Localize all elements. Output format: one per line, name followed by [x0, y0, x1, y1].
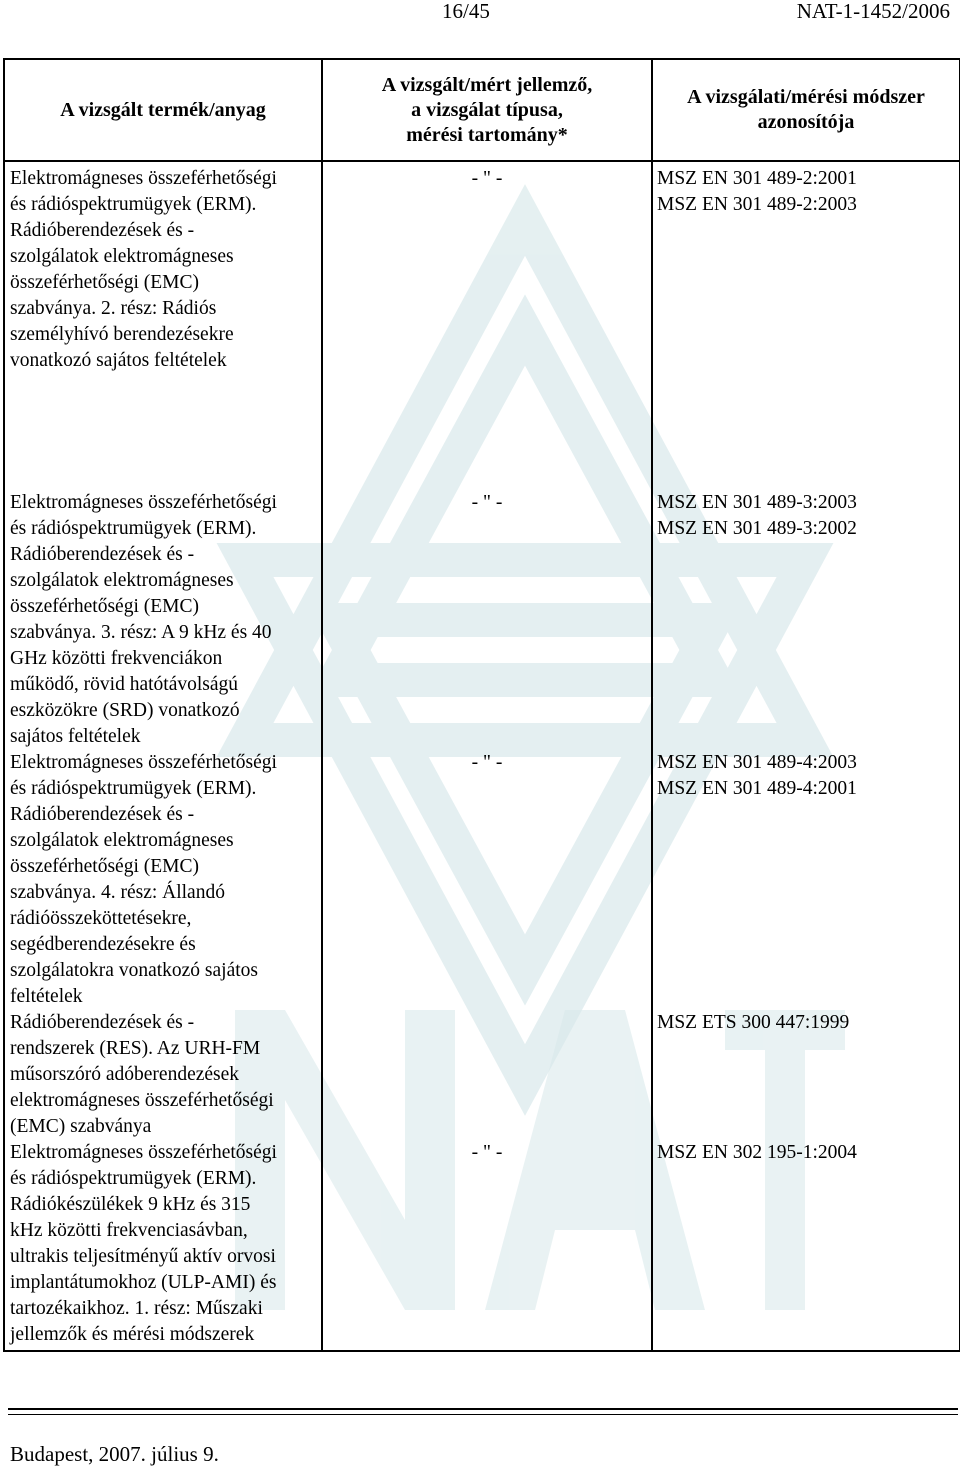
footer-date: Budapest, 2007. július 9. — [10, 1442, 219, 1466]
page-number: 16/45 — [442, 0, 490, 23]
method-cell: MSZ EN 301 489-2:2001 MSZ EN 301 489-2:2003 — [652, 161, 960, 490]
column-header-method: A vizsgálati/mérési módszer azonosítója — [652, 59, 960, 161]
table-row — [4, 750, 960, 1010]
characteristic-cell: - " - — [322, 490, 652, 750]
page-header — [0, 0, 960, 24]
characteristic-cell — [322, 1010, 652, 1140]
column-header-product: A vizsgált termék/anyag — [4, 59, 322, 161]
characteristic-cell: - " - — [322, 750, 652, 1010]
table-row — [4, 161, 960, 490]
product-cell: Rádióberendezések és - rendszerek (RES). Az URH-FM műsorszóró adóberendezések elektromágneses összeférhetőségi (EMC) szabványa — [4, 1010, 322, 1140]
method-cell: MSZ EN 301 489-3:2003 MSZ EN 301 489-3:2002 — [652, 490, 960, 750]
footer-divider-thin — [8, 1414, 958, 1415]
product-cell: Elektromágneses összeférhetőségi és rádióspektrumügyek (ERM). Rádióberendezések és - szolgálatok elektromágneses összeférhetőségi (EMC) szabványa. 4. rész: Állandó rádióösszeköttetésekre, segédberendezésekre és szolgálatokra vonatkozó sajátos feltételek — [4, 750, 322, 1010]
footer-divider-thick — [8, 1408, 958, 1410]
accreditation-table — [3, 58, 960, 1352]
table-row — [4, 1140, 960, 1351]
product-cell: Elektromágneses összeférhetőségi és rádióspektrumügyek (ERM). Rádiókészülékek 9 kHz és 315 kHz közötti frekvenciasávban, ultrakis teljesítményű aktív orvosi implantátumokhoz (ULP-AMI) és tartozékaikhoz. 1. rész: Műszaki jellemzők és mérési módszerek — [4, 1140, 322, 1351]
product-cell: Elektromágneses összeférhetőségi és rádióspektrumügyek (ERM). Rádióberendezések és - szolgálatok elektromágneses összeférhetőségi (EMC) szabványa. 2. rész: Rádiós személyhívó berendezésekre vonatkozó sajátos feltételek — [4, 161, 322, 490]
column-header-characteristic: A vizsgált/mért jellemző, a vizsgálat típusa, mérési tartomány* — [322, 59, 652, 161]
method-cell: MSZ ETS 300 447:1999 — [652, 1010, 960, 1140]
table-row — [4, 1010, 960, 1140]
document-id: NAT-1-1452/2006 — [796, 0, 950, 23]
method-cell: MSZ EN 302 195-1:2004 — [652, 1140, 960, 1351]
product-cell: Elektromágneses összeférhetőségi és rádióspektrumügyek (ERM). Rádióberendezések és - szolgálatok elektromágneses összeférhetőségi (EMC) szabványa. 3. rész: A 9 kHz és 40 GHz közötti frekvenciákon működő, rövid hatótávolságú eszközökre (SRD) vonatkozó sajátos feltételek — [4, 490, 322, 750]
table-row — [4, 490, 960, 750]
method-cell: MSZ EN 301 489-4:2003 MSZ EN 301 489-4:2001 — [652, 750, 960, 1010]
characteristic-cell: - " - — [322, 1140, 652, 1351]
characteristic-cell: - " - — [322, 161, 652, 490]
